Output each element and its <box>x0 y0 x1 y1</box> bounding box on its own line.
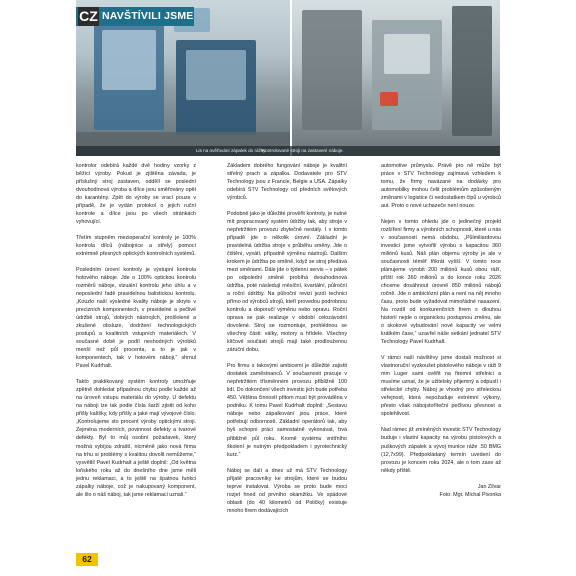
paragraph: Pro firmu s takovými ambicemi je důležité zajistit dostatek zaměstnanců. V současnosti pracuje v nepřetržitém třísměnném provozu přibližně 100 lidí. Do dokončení všech investic jich bude potřeba 450. Většina činností přitom musí být prováděna v podniku. K tomu Pavel Kudrhalt doplnil: „Sestavu náboje nebo zápalkování jsou práce, které potřebují odborností. Základní operátorů tak, aby byli schopni práci samostatně vykonávat, trvá přibližně půl roku. Kromě systému vnitřního školení je nutným předpokladem i pyrotechnický kurz.“ <box>227 363 348 458</box>
photo-credit: Foto: Mgr. Michal Pivonka <box>439 491 501 498</box>
paragraph: Náboj se dalí a dnes už má STV Technology příjatě pracovníky ke strojům, které se budou teprve instalovat. Výroba se proto bude moci rozjet hned od prvního okamžiku. Ve spádové oblasti (do 40 kilometrů od Poličky) existuje mnoho firem dodávajících <box>227 467 347 514</box>
section-prefix: CZ <box>79 8 98 24</box>
section-title: NAVŠTÍVILI JSME <box>102 10 194 22</box>
paragraph: kontrolor odebírá každé dvě hodiny vzorky z běžící výroby. Pokud je zjištěna závada, je příslušný stroj zastaven, oddělí se poslední dvouhodinová výroba a dílce jsou směřovány opět do karantény. Zpět do výroby se vrací pouze v případě, že je vydán protokol o jejich ruční kontrole a dílce jsou po všech stránkách vyhovující. <box>76 163 196 226</box>
page-number: 62 <box>76 553 98 566</box>
caption-left: Lis na ověřování zápalek do rážky. <box>196 148 267 153</box>
paragraph: Základem dobrého fungování náboje je kvalitní střelný prach a zápalka. Dodavatele pro STV Technology jsou z Francie, Belgie a USA. Zápalky odebírá STV Technology od předních světových výrobců. <box>227 163 347 202</box>
paragraph: automotive průmyslu. Právě pro ně může být práce v STV Technology zajímavá vzhledem k tomu, že firmy navázané na dodávky pro automobilky mohou čelit problémům způsobeným změnami v logistice či nedostatkem čipů u výrobců aut. Proto o nové uchazeče není nouze. <box>381 163 501 210</box>
text-column-1 <box>76 162 196 507</box>
author-credit: Jan Zilvar <box>477 483 501 490</box>
paragraph: Podobně jako je důležité prověřit kontroly, je nutné mít propracovaný systém údržby tak, aby stroje v nepřetržitém provozu zbytečně nestály. I v tomto případě jde o několik úrovní. Základní je pravidelná údržba stroje v průběhu směny. Jde o čištění, vysátí, případně výměnu nástrojů. Dalším krokem je údržba po směně, když se stroj předává mezi směnami. Dále jde o týdenní servis – v pátek po odpolední směně probíhá dvouhodinová údržba, poté následují měsíční, kvartální, půlroční a roční údržby. Na půlroční revizi jezdí technici přímo od výrobců strojů, kteří provedou podrobnou kontrolu a doporučí výměnu nebo opravu. Roční oprava se pak realizuje v období celozávodní dovolené. Stroj se rozmontuje, prohlédnou se všechny části: války, motory a hřídele. Všechny klíčové součásti strojů mají také prodlouženou záruční dobu. <box>227 211 348 354</box>
caption-right: Kontrolované stroji na zastavení náboje. <box>262 148 344 153</box>
paragraph: Takto praktikovaný systém kontroly umožňuje zpětně dohledat případnou chybu podle každé až na úroveň vstupu materiálu do výroby. U defektu na náboji lze tak podle čísla šarží zjistit od koho přišly kalíšky, kdy přišly a jaké mají vývojové číslo. „Kontrolujeme sto procent výroby optickými stroji. Zejména moderních, povinnost defekty a tvarové defekty. Byl to můj osobní požadavek, který možná vybíjou zdraští, nicméně jako nová firma na trhu si problémy s kvalitou dovolit nemůžeme,“ vysvětlil Pavel Kudrhalt a ještě doplnil: „Od května loňského roku až do dnešního dne jsme měli jednu reklamaci, a to ještě na špatnou funkci zápalky náboje, což je nakupovaný komponent, ale šlo o náš náboj, tak jsme reklamaci uznali.“ <box>76 379 196 498</box>
paragraph: Třetím stupněm mezioperační kontroly je 100% kontrola dílců (nábojnice a střely) pomocí extrémně přesných optických kontrolních systémů. <box>76 235 196 258</box>
paragraph: Nejen v tomto ohledu jde o jedinečný projekt rozšíření firmy a výrobních schopností, které u nás v současnosti nemá obdobu. „Půlmiliardovou investicí jsme vytvořili výrobu s kapacitou 360 miliónů kusů. Náš plán objemu výroby je ale v současnosti téměř třikrát vyšší. V tomto roce plánujeme vyrobit 200 miliónů kusů obou ráží, příští rok 360 miliónů a do konce roku 2026 chceme dosáhnout úrovně 850 miliónů nábojů ročně. Jde o ambiciózní plán a není na něj mnoho času, proto bude vyžadovat mimořádné nasazení. Na rozdíl od konkurenčních firem s dlouhou historií nejde o organickou postupnou změnu, ale o skokové vybudování nové kapacity ve velmi krátkém čase,“ uzavřel náše setkání jednatel STV Technology Pavel Kudrhalt. <box>381 219 501 346</box>
photo-machine-right <box>292 0 500 156</box>
text-column-2 <box>227 162 347 523</box>
text-column-3 <box>381 162 501 499</box>
paragraph: Posledním úrovní kontroly je výstupní kontrola hotového náboje. Jde o 100% optickou kontrolu rozměrů náboje, vizuální kontrolu jeho úhlu a v neposlední řadě pravidelnou balistickou kontrolu. „Kouzlo naší výsledné kvality náboje je skryto v precizních komponentech, v pravidelné a pečlivé údržbě strojů, dobrých nástrojích, prošlolené a zkušené obsluze, dodržení technologických postupů a kvalitních vstupních materiálech. V současné době je podíl neshodných výrobků menší než půl procenta, a to je jak v komponentech, tak v hotovém náboji,“ shrnul Pavel Kudrhalt. <box>76 267 196 370</box>
paragraph: Nad rámec již zmíněných investic STV Technology buduje i vlastní kapacity na výrobu pistolových a puškových zápalek a vývoj munice ráže .50 BMG (12,7x99). Předpokládaný termín uvedení do provozu je koncem roku 2024, ale o tom zase až někdy příště. <box>381 427 501 474</box>
paragraph: V rámci naší návštěvy jsme dostali možnost si vlastnoruční vyzkoušet pistolového náboje v ráži 9 mm Luger sami ověřit na firemní střelnici a musíme uznat, že je užitelsky přijemný a odpustí i střelecké chyby. Náboj je vhodný pro střeleckou veřejnost, která nepožaduje extrémní výkony, přesto však nábojstoříteční pečlivou přesnost a spolehlivost. <box>381 355 501 418</box>
